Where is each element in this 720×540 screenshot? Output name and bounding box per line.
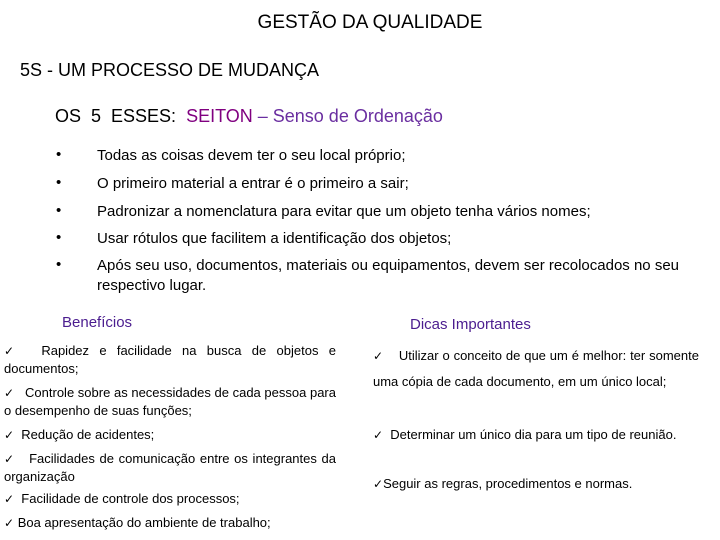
heading-dash: – xyxy=(252,106,273,126)
bullet-text: Padronizar a nomenclatura para evitar que um objeto tenha vários nomes; xyxy=(97,203,591,220)
heading-highlight: SEITON xyxy=(186,106,253,126)
benefit-text: Rapidez e facilidade na busca de objetos e documentos; xyxy=(4,343,336,376)
check-icon: ✓ xyxy=(4,386,15,400)
bullet-text: Após seu uso, documentos, materiais ou equipamentos, devem ser recolocados no seu respectivo lugar. xyxy=(97,257,679,294)
check-icon: ✓ xyxy=(373,349,384,363)
benefits-title: Benefícios xyxy=(62,314,133,331)
bullet-marker: • xyxy=(56,146,62,163)
benefit-text: Facilidade de controle dos processos; xyxy=(21,491,240,506)
check-icon: ✓ xyxy=(4,492,15,506)
bullet-marker: • xyxy=(56,202,62,219)
check-icon: ✓ xyxy=(373,477,384,491)
check-icon: ✓ xyxy=(4,452,16,466)
bullet-marker: • xyxy=(56,174,62,191)
benefit-text: Facilidades de comunicação entre os integrantes da organização xyxy=(4,451,336,484)
benefit-item xyxy=(4,426,336,444)
benefit-item xyxy=(4,490,336,508)
tip-text: Utilizar o conceito de que um é melhor: ter somente uma cópia de cada documento, em um único local; xyxy=(373,348,699,389)
heading-description: Senso de Ordenação xyxy=(272,106,443,126)
bullet-text: Todas as coisas devem ter o seu local próprio; xyxy=(97,147,406,164)
tip-text: Determinar um único dia para um tipo de reunião. xyxy=(390,427,677,442)
heading-prefix: OS 5 ESSES: xyxy=(55,106,187,126)
benefit-item xyxy=(4,450,336,486)
slide-subtitle: 5S - UM PROCESSO DE MUDANÇA xyxy=(20,60,320,80)
tip-text: Seguir as regras, procedimentos e normas. xyxy=(383,476,633,491)
tip-item xyxy=(373,422,699,448)
check-icon: ✓ xyxy=(4,428,15,442)
benefit-item xyxy=(4,384,336,420)
bullet-text: O primeiro material a entrar é o primeiro a sair; xyxy=(97,175,409,192)
benefit-text: Boa apresentação do ambiente de trabalho; xyxy=(17,515,271,530)
bullet-text: Usar rótulos que facilitem a identificação dos objetos; xyxy=(97,230,452,247)
check-icon: ✓ xyxy=(373,428,384,442)
benefit-item xyxy=(4,514,344,532)
tip-item xyxy=(373,343,699,395)
tip-item xyxy=(373,475,699,493)
check-icon: ✓ xyxy=(4,516,15,530)
benefit-text: Controle sobre as necessidades de cada pessoa para o desempenho de suas funções; xyxy=(4,385,336,418)
bullet-marker: • xyxy=(56,229,62,246)
check-icon: ✓ xyxy=(4,344,21,358)
benefit-text: Redução de acidentes; xyxy=(21,427,155,442)
slide-title: GESTÃO DA QUALIDADE xyxy=(257,12,483,33)
benefit-item xyxy=(4,342,336,378)
bullet-marker: • xyxy=(56,256,62,273)
tips-title: Dicas Importantes xyxy=(410,316,531,333)
section-heading xyxy=(55,106,443,127)
